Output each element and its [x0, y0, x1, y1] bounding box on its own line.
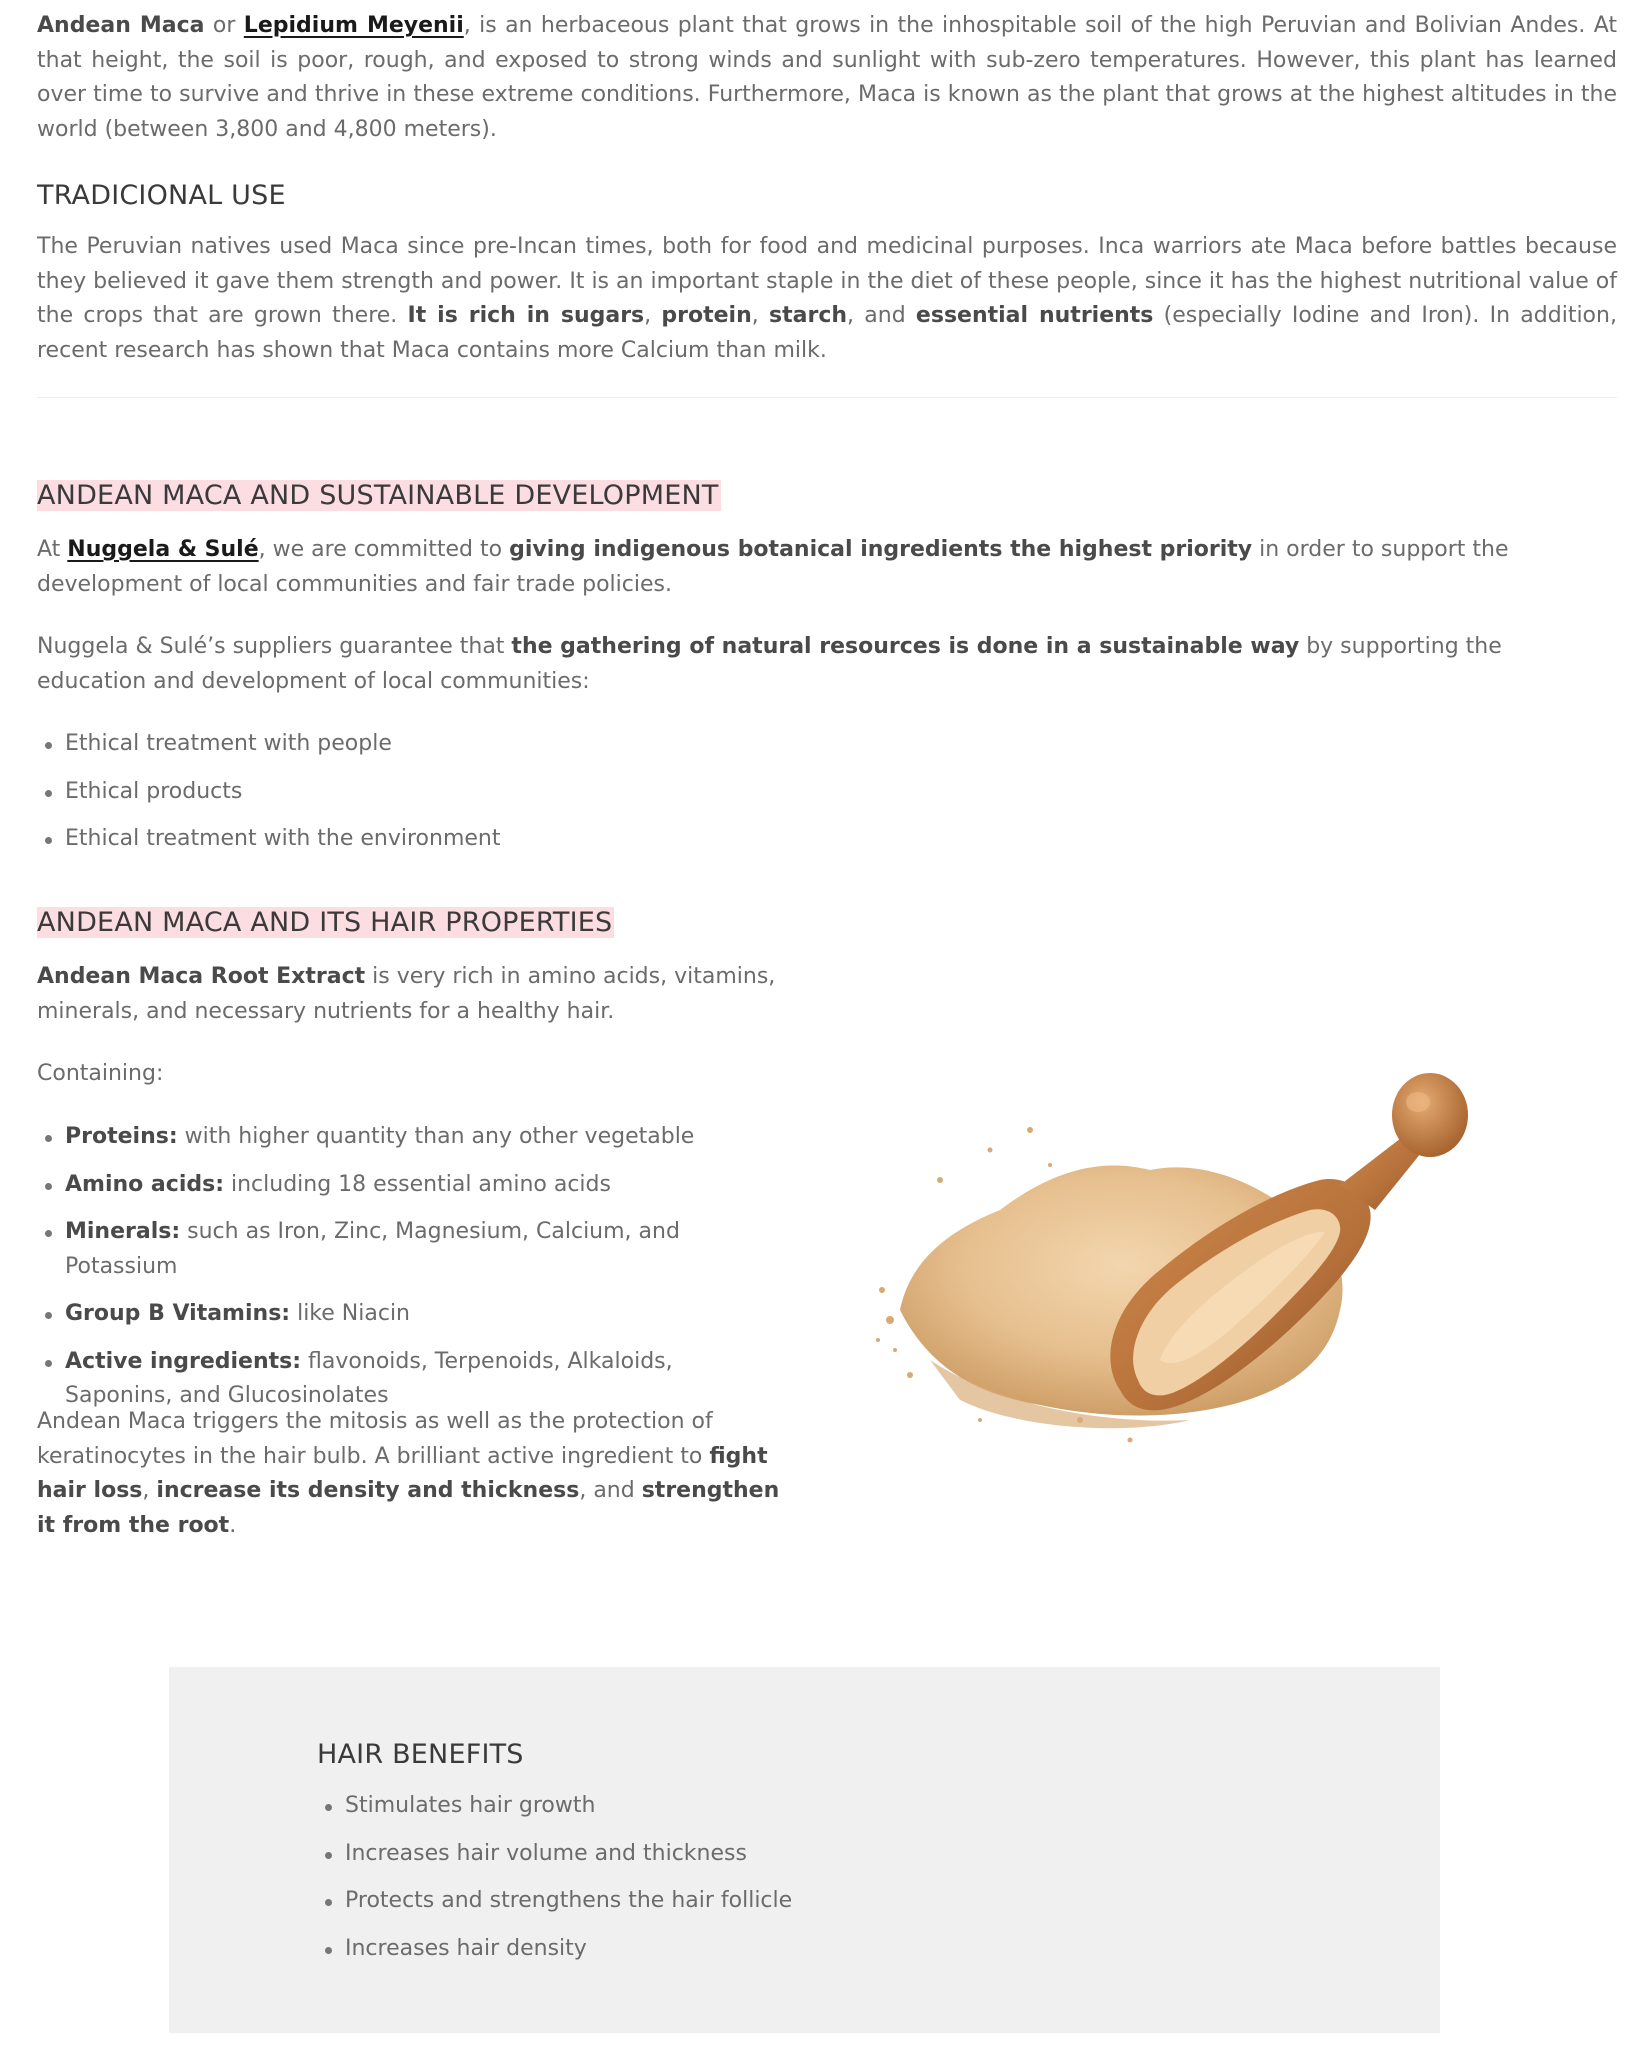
list-item — [37, 1215, 777, 1284]
hair-p2-end: . — [229, 1512, 237, 1538]
intro-text: , is an herbaceous plant that grows in the inhospitable soil of the high Peruvian and Bolivian Andes. At that height, the soil is poor, rough, and exposed to strong winds and sunlight with sub-zero temperatures. However, this plant has learned over time to survive and thrive in these extreme conditions. Furthermore, Maca is known as the plant that grows at the highest altitudes in the world (between 3,800 and 4,800 meters). — [37, 13, 1617, 142]
traditional-bold-starch: starch — [769, 303, 848, 328]
list-item — [37, 1297, 777, 1332]
hair-p2-bold-3: strengthen it from the root — [37, 1478, 780, 1538]
item-label: Minerals: — [65, 1219, 181, 1244]
hair-p2-start: Andean Maca triggers the mitosis as well as the protection of keratinocytes in the hair bulb. A brilliant active ingredient to — [37, 1409, 713, 1469]
hair-benefits-heading: HAIR BENEFITS — [317, 1739, 524, 1770]
lepidium-link[interactable]: Lepidium Meyenii — [243, 13, 464, 38]
sustainable-heading — [37, 478, 721, 513]
ethical-list — [37, 727, 937, 870]
item-label: Group B Vitamins: — [65, 1301, 291, 1326]
list-item: Protects and strengthens the hair follicle — [317, 1884, 1217, 1919]
list-item — [37, 1168, 777, 1203]
traditional-heading: TRADICIONAL USE — [37, 180, 286, 211]
hair-paragraph-1 — [37, 960, 777, 1029]
sustainable-at: At — [37, 537, 68, 562]
traditional-comma-2: , — [751, 303, 770, 328]
list-item: Stimulates hair growth — [317, 1789, 1217, 1824]
item-label: Proteins: — [65, 1124, 178, 1149]
item-text: like Niacin — [290, 1301, 410, 1326]
containing-label: Containing: — [37, 1061, 164, 1086]
hair-benefits-box — [169, 1667, 1440, 2033]
list-item: Increases hair density — [317, 1932, 1217, 1967]
intro-term: Andean Maca — [37, 13, 205, 38]
hair-benefits-list — [317, 1789, 1217, 1979]
list-item — [37, 1120, 777, 1155]
intro-paragraph — [37, 9, 1617, 147]
list-item: Ethical treatment with people — [37, 727, 937, 762]
hair-p2-comma: , — [142, 1478, 157, 1503]
list-item: Ethical products — [37, 775, 937, 810]
sustainable-paragraph-1 — [37, 533, 1617, 602]
list-item: Increases hair volume and thickness — [317, 1837, 1217, 1872]
hair-p2-bold-1: fight hair loss — [37, 1443, 768, 1503]
hair-properties-heading — [37, 905, 614, 940]
traditional-comma-1: , — [644, 303, 662, 328]
sustainable-p2-start: Nuggela & Sulé’s suppliers guarantee that — [37, 634, 512, 659]
traditional-paragraph — [37, 230, 1617, 368]
sustainable-p2-end: by supporting the education and development of local communities: — [37, 634, 1502, 694]
sustainable-p2-bold: the gathering of natural resources is done in a sustainable way — [511, 634, 1300, 659]
item-text: such as Iron, Zinc, Magnesium, Calcium, and Potassium — [65, 1219, 680, 1279]
item-text: including 18 essential amino acids — [224, 1171, 611, 1197]
list-item: Ethical treatment with the environment — [37, 822, 937, 857]
sustainable-p1-bold: giving indigenous botanical ingredients the highest priority — [509, 537, 1253, 562]
maca-powder-image — [870, 1060, 1550, 1500]
traditional-and: , and — [847, 303, 916, 328]
list-item — [37, 1345, 777, 1414]
section-divider — [37, 397, 1617, 398]
traditional-bold-protein: protein — [661, 303, 752, 328]
hair-properties-heading-text: ANDEAN MACA AND ITS HAIR PROPERTIES — [37, 907, 613, 938]
traditional-text-1: The Peruvian natives used Maca since pre-Incan times, both for food and medicinal purposes. Inca warriors ate Maca before battles because they believed it gave them strength and power. It is an important staple in the diet of these people, since it has the highest nutritional value of the crops that are grown there. — [37, 234, 1617, 328]
hair-paragraph-2 — [37, 1405, 782, 1543]
sustainable-heading-text: ANDEAN MACA AND SUSTAINABLE DEVELOPMENT — [37, 480, 719, 511]
item-label: Amino acids: — [65, 1171, 224, 1197]
traditional-bold-nutrients: essential nutrients — [915, 303, 1154, 328]
traditional-bold-rich: It is rich in sugars — [407, 303, 645, 328]
sustainable-p1-end: in order to support the development of local communities and fair trade policies. — [37, 537, 1509, 597]
sustainable-paragraph-2 — [37, 630, 1617, 699]
hair-p1-text: is very rich in amino acids, vitamins, minerals, and necessary nutrients for a healthy hair. — [37, 964, 776, 1024]
item-text: with higher quantity than any other vegetable — [177, 1124, 695, 1149]
sustainable-p1-text: , we are committed to — [258, 537, 510, 562]
traditional-text-2: (especially Iodine and Iron). In addition, recent research has shown that Maca contains more Calcium than milk. — [37, 303, 1617, 363]
item-text: flavonoids, Terpenoids, Alkaloids, Saponins, and Glucosinolates — [65, 1348, 673, 1408]
item-label: Active ingredients: — [65, 1348, 302, 1374]
hair-p2-and: , and — [579, 1478, 642, 1503]
nutrients-list — [37, 1120, 777, 1427]
nuggela-sule-link[interactable]: Nuggela & Sulé — [67, 537, 259, 562]
hair-p2-bold-2: increase its density and thickness — [156, 1478, 580, 1503]
intro-or: or — [212, 13, 236, 38]
hair-p1-bold: Andean Maca Root Extract — [37, 964, 366, 989]
